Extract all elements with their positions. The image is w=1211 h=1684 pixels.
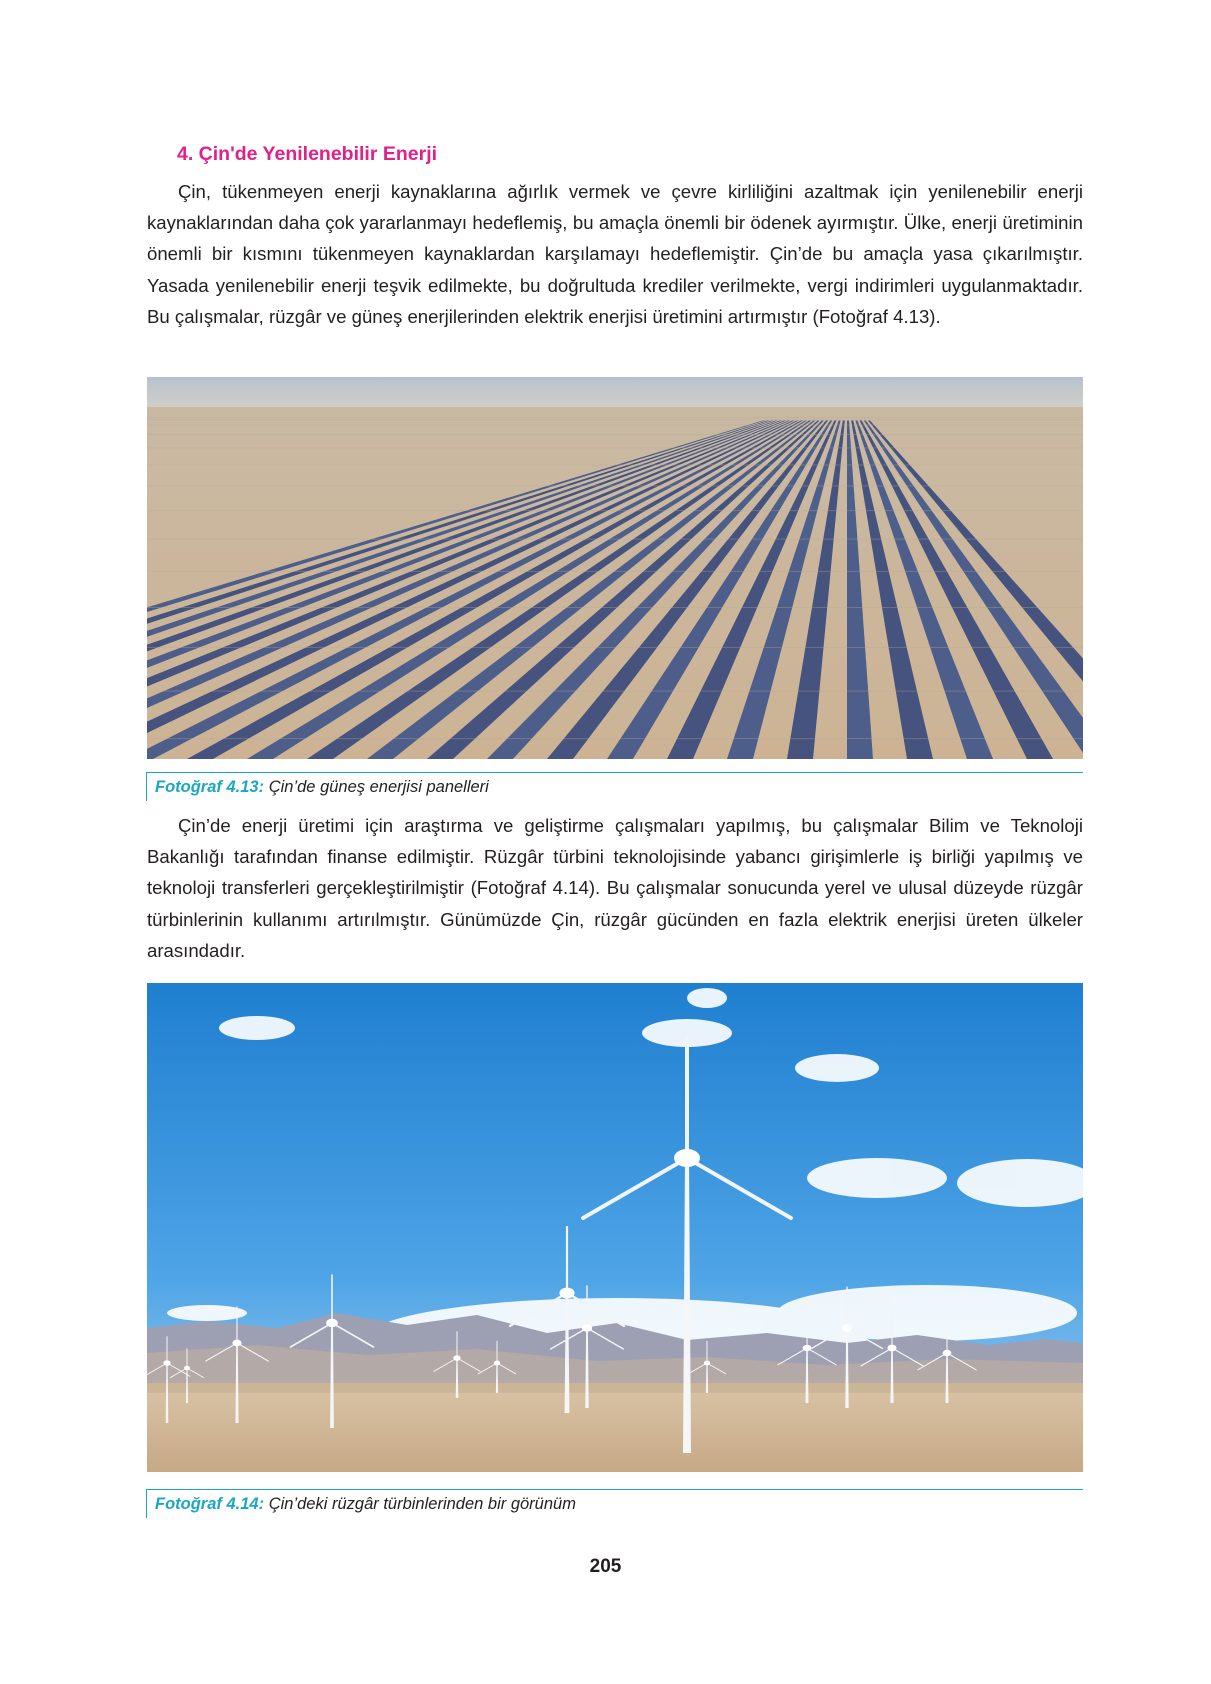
solar-panels-photo bbox=[147, 377, 1083, 759]
figure-caption-text: Çin’de güneş enerjisi panelleri bbox=[268, 778, 489, 796]
figure-caption-4-14 bbox=[146, 1489, 1083, 1518]
paragraph-wind-energy: Çin’de enerji üretimi için araştırma ve geliştirme çalışmaları yapılmış, bu çalışmalar Bilim ve Teknoloji Bakanlığı tarafından finanse edilmiştir. Rüzgâr türbini teknolojisinde yabancı girişimlerle iş birliği yapılmış ve teknoloji transferleri gerçekleştirilmiştir (Fotoğraf 4.14). Bu çalışmalar sonucunda yerel ve ulusal düzeyde rüzgâr türbinlerinin kullanımı artırılmıştır. Günümüzde Çin, rüzgâr gücünden en fazla elektrik enerjisi üreten ülkeler arasındadır. bbox=[147, 815, 1083, 961]
paragraph-renewable-intro: Çin, tükenmeyen enerji kaynaklarına ağırlık vermek ve çevre kirliliğini azaltmak için yenilenebilir enerji kaynaklarından daha çok yararlanmayı hedeflemiş, bu amaçla önemli bir ödenek ayırmıştır. Ülke, enerji üretiminin önemli bir kısmını tükenmeyen kaynaklardan karşılamayı hedeflemiştir. Çin’de bu amaçla yasa çıkarılmıştır. Yasada yenilenebilir enerji teşvik edilmekte, bu doğrultuda krediler verilmekte, vergi indirimleri uygulanmaktadır. Bu çalışmalar, rüzgâr ve güneş enerjilerinden elektrik enerjisi üretimini artırmıştır (Fotoğraf 4.13). bbox=[147, 181, 1083, 327]
page-number: 205 bbox=[589, 1556, 622, 1577]
figure-label: Fotoğraf 4.14: bbox=[155, 1495, 265, 1513]
figure-caption-4-13 bbox=[146, 772, 1083, 801]
wind-turbines-photo bbox=[147, 983, 1083, 1472]
figure-caption-text: Çin’deki rüzgâr türbinlerinden bir görünüm bbox=[268, 1495, 576, 1513]
figure-label: Fotoğraf 4.13: bbox=[155, 778, 265, 796]
section-heading: 4. Çin'de Yenilenebilir Enerji bbox=[177, 143, 438, 165]
